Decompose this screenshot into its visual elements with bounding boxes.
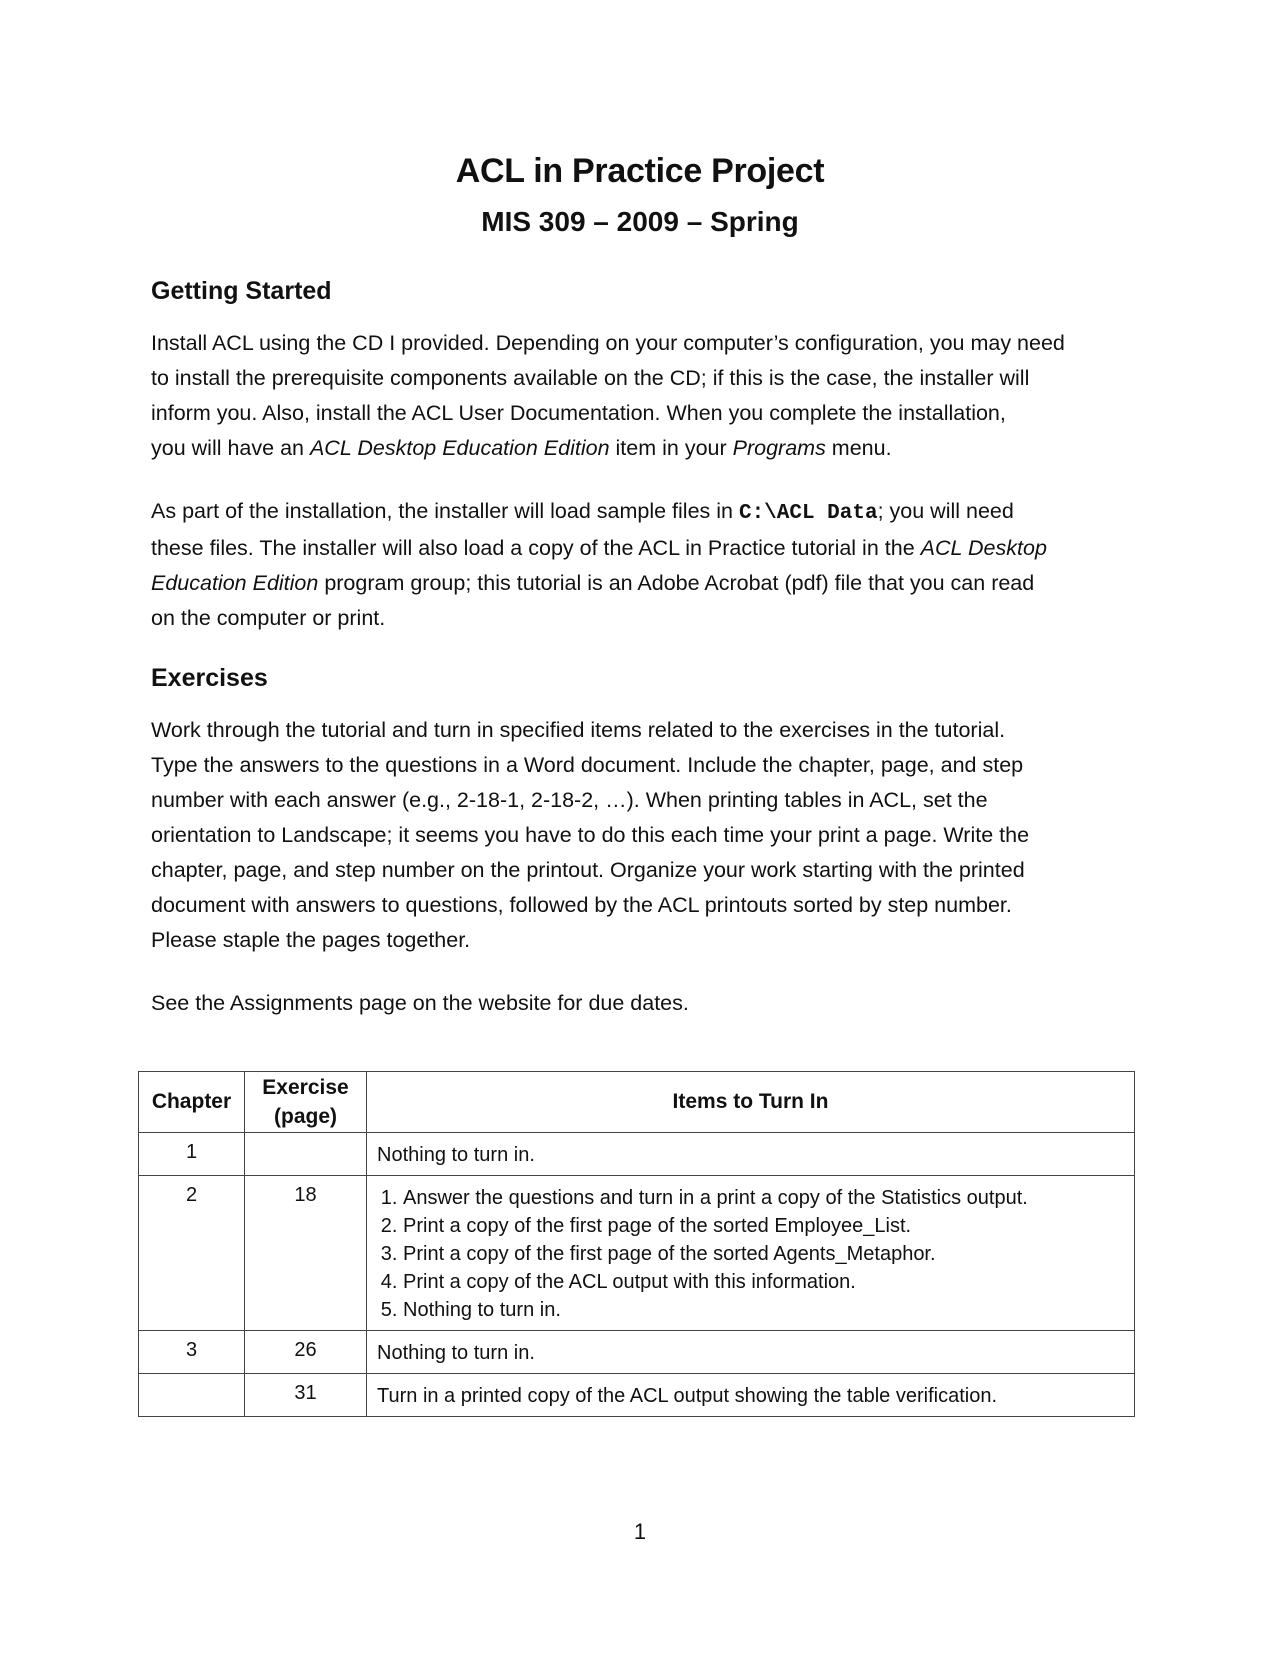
text-line: to install the prerequisite components available on the CD; if this is the case, the installer will — [151, 366, 1030, 390]
header-exercise-line2: (page) — [274, 1105, 337, 1128]
cell-chapter — [139, 1374, 245, 1417]
text-line: number with each answer (e.g., 2-18-1, 2-18-2, …). When printing tables in ACL, set the — [151, 788, 988, 812]
text-line: document with answers to questions, followed by the ACL printouts sorted by step number. — [151, 893, 1012, 917]
header-items: Items to Turn In — [367, 1072, 1135, 1133]
exercises-paragraph-1 — [151, 713, 1151, 958]
cell-exercise: 26 — [245, 1331, 367, 1374]
code-path: C:\ACL Data — [738, 502, 878, 525]
table-row — [139, 1133, 1135, 1176]
text-line: Install ACL using the CD I provided. Depending on your computer’s configuration, you may need — [151, 331, 1065, 355]
list-item: 4. Print a copy of the ACL output with this information. — [403, 1268, 1124, 1296]
text-run: As part of the installation, the installer will load sample files in — [151, 499, 739, 523]
cell-items: Nothing to turn in. — [367, 1331, 1135, 1374]
text-line: on the computer or print. — [151, 606, 386, 630]
emphasis-program-group: Education Edition — [151, 571, 319, 595]
cell-items: Turn in a printed copy of the ACL output showing the table verification. — [367, 1374, 1135, 1417]
items-list — [377, 1184, 1124, 1324]
turn-in-table — [138, 1071, 1135, 1417]
list-item: 2. Print a copy of the first page of the sorted Employee_List. — [403, 1212, 1124, 1240]
text-run: program group; this tutorial is an Adobe Acrobat (pdf) file that you can read — [318, 571, 1035, 595]
cell-chapter: 3 — [139, 1331, 245, 1374]
table-header-row — [139, 1072, 1135, 1133]
cell-chapter: 2 — [139, 1176, 245, 1331]
section-heading-getting-started: Getting Started — [151, 277, 332, 305]
section-heading-exercises: Exercises — [151, 664, 268, 692]
emphasis-programs: Programs — [732, 436, 826, 460]
list-item: 1. Answer the questions and turn in a print a copy of the Statistics output. — [403, 1184, 1124, 1212]
text-line — [151, 566, 1151, 601]
cell-exercise: 31 — [245, 1374, 367, 1417]
text-run: item in your — [609, 436, 733, 460]
text-line: Type the answers to the questions in a Word document. Include the chapter, page, and step — [151, 753, 1024, 777]
list-item: 5. Nothing to turn in. — [403, 1296, 1124, 1324]
cell-items — [367, 1176, 1135, 1331]
header-exercise-line1: Exercise — [262, 1076, 349, 1099]
text-line: orientation to Landscape; it seems you have to do this each time your print a page. Write the — [151, 823, 1030, 847]
cell-exercise — [245, 1133, 367, 1176]
text-line — [151, 431, 1151, 466]
header-exercise — [245, 1072, 367, 1133]
document-subtitle: MIS 309 – 2009 – Spring — [481, 206, 799, 237]
page-number: 1 — [633, 1519, 647, 1544]
text-run: you will have an — [151, 436, 310, 460]
document-title: ACL in Practice Project — [455, 152, 825, 190]
exercises-paragraph-2: See the Assignments page on the website for due dates. — [151, 991, 689, 1015]
cell-exercise: 18 — [245, 1176, 367, 1331]
table-row — [139, 1331, 1135, 1374]
text-run: ; you will need — [877, 499, 1014, 523]
cell-items: Nothing to turn in. — [367, 1133, 1135, 1176]
text-run: these files. The installer will also load a copy of the ACL in Practice tutorial in the — [151, 536, 921, 560]
header-chapter: Chapter — [139, 1072, 245, 1133]
getting-started-paragraph-2 — [151, 494, 1151, 636]
getting-started-paragraph-1 — [151, 326, 1151, 466]
text-line: chapter, page, and step number on the printout. Organize your work starting with the printed — [151, 858, 1025, 882]
text-line — [151, 494, 1151, 531]
emphasis-product-name: ACL Desktop Education Edition — [309, 436, 610, 460]
cell-chapter: 1 — [139, 1133, 245, 1176]
table-row — [139, 1176, 1135, 1331]
text-line: Work through the tutorial and turn in specified items related to the exercises in the tutorial. — [151, 718, 1006, 742]
text-line: inform you. Also, install the ACL User Documentation. When you complete the installation, — [151, 401, 1006, 425]
table-row — [139, 1374, 1135, 1417]
text-line — [151, 531, 1151, 566]
emphasis-program-group: ACL Desktop — [920, 536, 1047, 560]
text-run: menu. — [825, 436, 892, 460]
text-line: Please staple the pages together. — [151, 928, 471, 952]
list-item: 3. Print a copy of the first page of the sorted Agents_Metaphor. — [403, 1240, 1124, 1268]
